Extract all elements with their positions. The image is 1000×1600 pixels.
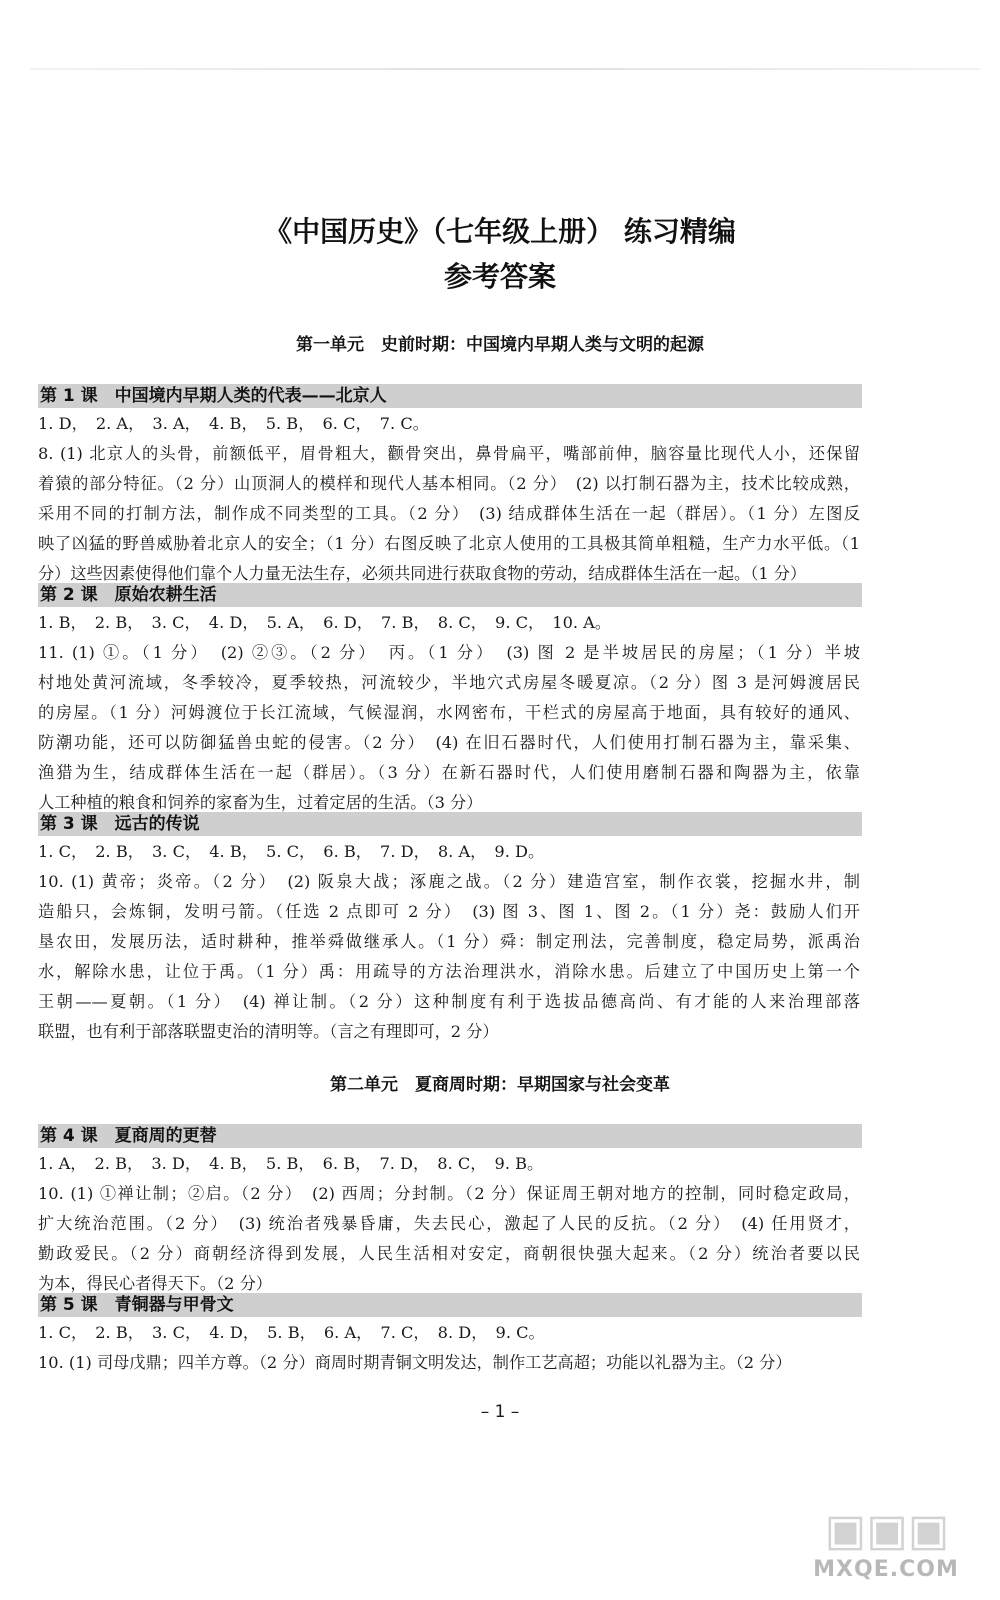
answer-line: 10. (1) ①禅让制；②启。（2 分） (2) 西周；分封制。（2 分）保证周王朝对地方的控制，同时稳定政局， (38, 1184, 860, 1203)
choice-answers: 1. D， 2. A， 3. A， 4. B， 5. B， 6. C， 7. C。 (38, 414, 429, 433)
answer-line: 映了凶猛的野兽威胁着北京人的安全；（1 分）右图反映了北京人使用的工具极其简单粗糙，生产力水平低。（1 (38, 534, 860, 553)
unit-heading: 第一单元 史前时期：中国境内早期人类与文明的起源 (296, 335, 704, 355)
answer-line: 11. (1) ①。（1 分） (2) ②③。（2 分） 丙。（1 分） (3) 图 2 是半坡居民的房屋；（1 分）半坡 (38, 643, 860, 662)
answer-line: 渔猎为生，结成群体生活在一起（群居）。（3 分）在新石器时代，人们使用磨制石器和陶器为主，依靠 (38, 763, 860, 782)
choice-answers: 1. C， 2. B， 3. C， 4. B， 5. C， 6. B， 7. D， 8. A， 9. D。 (38, 842, 545, 861)
choice-answers: 1. A， 2. B， 3. D， 4. B， 5. B， 6. B， 7. D， 8. C， 9. B。 (38, 1154, 544, 1173)
lesson-header: 第 2 课 原始农耕生活 (38, 583, 862, 607)
answer-line: 10. (1) 黄帝；炎帝。（2 分） (2) 阪泉大战；涿鹿之战。（2 分）建造宫室，制作衣裳，挖掘水井，制 (38, 872, 860, 891)
answer-line: 为本，得民心者得天下。（2 分） (38, 1274, 272, 1293)
scan-artifact (30, 68, 980, 70)
choice-answers: 1. B， 2. B， 3. C， 4. D， 5. A， 6. D， 7. B， 8. C， 9. C， 10. A。 (38, 613, 612, 632)
answer-line: 水，解除水患，让位于禹。（1 分）禹：用疏导的方法治理洪水，消除水患。后建立了中国历史上第一个 (38, 962, 860, 981)
document-subtitle: 参考答案 (443, 260, 556, 293)
lesson-header: 第 5 课 青铜器与甲骨文 (38, 1293, 862, 1317)
watermark-logo (792, 1505, 980, 1597)
answer-line: 分）这些因素使得他们靠个人力量无法生存，必须共同进行获取食物的劳动，结成群体生活在一起。（1 分） (38, 564, 807, 583)
answer-line: 勤政爱民。（2 分）商朝经济得到发展，人民生活相对安定，商朝很快强大起来。（2 分）统治者要以民 (38, 1244, 860, 1263)
lesson-answers (38, 608, 860, 818)
answer-line: 村地处黄河流域，冬季较冷，夏季较热，河流较少，半地穴式房屋冬暖夏凉。（2 分）图 3 是河姆渡居民 (38, 673, 860, 692)
answer-line: 防潮功能，还可以防御猛兽虫蛇的侵害。（2 分） (4) 在旧石器时代，人们使用打制石器为主，靠采集、 (38, 733, 860, 752)
answer-line: 垦农田，发展历法，适时耕种，推举舜做继承人。（1 分）舜：制定刑法，完善制度，稳定局势，派禹治 (38, 932, 860, 951)
watermark-icon: ▣▣▣ (824, 1505, 950, 1556)
answer-line: 8. (1) 北京人的头骨，前额低平，眉骨粗大，颧骨突出，鼻骨扁平，嘴部前伸，脑容量比现代人小，还保留 (38, 444, 860, 463)
answer-line: 着猿的部分特征。（2 分）山顶洞人的模样和现代人基本相同。（2 分） (2) 以打制石器为主，技术比较成熟， (38, 474, 860, 493)
answer-line: 造船只，会炼铜，发明弓箭。（任选 2 点即可 2 分） (3) 图 3、图 1、图 2。（1 分）尧：鼓励人们开 (38, 902, 860, 921)
lesson-answers (38, 837, 860, 1047)
answer-line: 的房屋。（1 分）河姆渡位于长江流域，气候湿润，水网密布，干栏式的房屋高于地面，具有较好的通风、 (38, 703, 860, 722)
lesson-header: 第 1 课 中国境内早期人类的代表——北京人 (38, 384, 862, 408)
answer-line: 扩大统治范围。（2 分） (3) 统治者残暴昏庸，失去民心，激起了人民的反抗。（2 分） (4) 任用贤才， (38, 1214, 860, 1233)
lesson-answers (38, 409, 860, 589)
document-title: 《中国历史》（七年级上册） 练习精编 (264, 215, 736, 248)
answer-line: 人工种植的粮食和饲养的家畜为生，过着定居的生活。（3 分） (38, 793, 483, 812)
lesson-header: 第 3 课 远古的传说 (38, 812, 862, 836)
unit-heading: 第二单元 夏商周时期：早期国家与社会变革 (330, 1075, 670, 1095)
answer-line: 10. (1) 司母戊鼎；四羊方尊。（2 分）商周时期青铜文明发达，制作工艺高超；功能以礼器为主。（2 分） (38, 1353, 792, 1372)
lesson-answers (38, 1318, 860, 1378)
page-number: – 1 – (480, 1402, 520, 1422)
choice-answers: 1. C， 2. B， 3. C， 4. D， 5. B， 6. A， 7. C， 8. D， 9. C。 (38, 1323, 545, 1342)
lesson-answers (38, 1149, 860, 1299)
answer-line: 采用不同的打制方法，制作成不同类型的工具。（2 分） (3) 结成群体生活在一起（群居）。（1 分）左图反 (38, 504, 860, 523)
answer-line: 王朝——夏朝。（1 分） (4) 禅让制。（2 分）这种制度有利于选拔品德高尚、有才能的人来治理部落 (38, 992, 860, 1011)
watermark-url: MXQE.COM (813, 1557, 959, 1582)
answer-line: 联盟，也有利于部落联盟吏治的清明等。（言之有理即可，2 分） (38, 1022, 499, 1041)
lesson-header: 第 4 课 夏商周的更替 (38, 1124, 862, 1148)
